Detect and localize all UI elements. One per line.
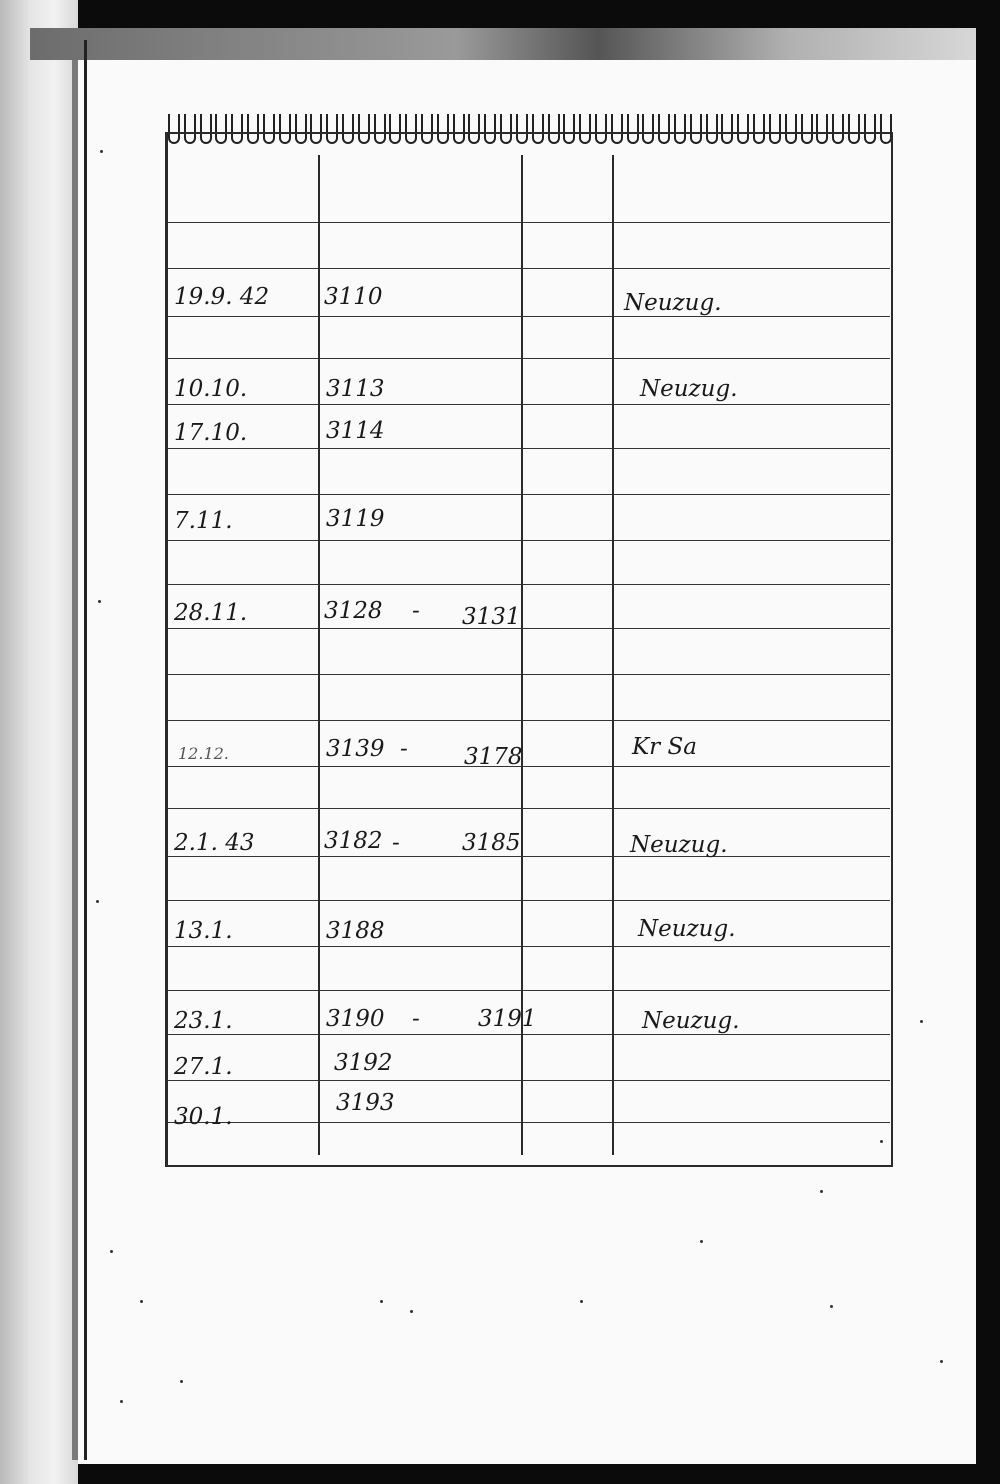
speck xyxy=(380,1300,383,1303)
entry-date: 23.1. xyxy=(174,1008,233,1034)
column-divider-date xyxy=(318,155,320,1155)
ruled-line xyxy=(168,1034,890,1035)
entry-number: 3193 xyxy=(336,1090,395,1116)
ruled-line xyxy=(168,494,890,495)
speck xyxy=(580,1300,583,1303)
entry-number: 3190 xyxy=(326,1006,385,1032)
speck xyxy=(100,150,103,153)
entry-dash: - xyxy=(412,1006,420,1032)
ruled-line xyxy=(168,946,890,947)
ruled-line xyxy=(168,900,890,901)
ruled-line xyxy=(168,990,890,991)
entry-number: 3113 xyxy=(326,376,385,402)
ruled-line xyxy=(168,1080,890,1081)
entry-note: Neuzug. xyxy=(624,290,722,316)
speck xyxy=(96,900,99,903)
speck xyxy=(830,1305,833,1308)
entry-date: 17.10. xyxy=(174,420,248,446)
entry-date: 2.1. 43 xyxy=(174,830,255,856)
entry-date: 30.1. xyxy=(174,1104,233,1130)
ruled-line xyxy=(168,222,890,223)
entry-number-to: 3185 xyxy=(462,830,521,856)
scan-shadow xyxy=(30,28,976,60)
entry-number: 3192 xyxy=(334,1050,393,1076)
page-gutter xyxy=(84,40,87,1460)
speck xyxy=(140,1300,143,1303)
entry-note: Neuzug. xyxy=(638,916,736,942)
column-divider-range xyxy=(521,155,523,1155)
ruled-line xyxy=(168,720,890,721)
ruled-line xyxy=(168,358,890,359)
speck xyxy=(180,1380,183,1383)
entry-dash: - xyxy=(392,830,400,856)
column-divider-note xyxy=(612,155,614,1155)
entry-note: Neuzug. xyxy=(630,832,728,858)
entry-number-to: 3191 xyxy=(478,1006,537,1032)
ruled-line xyxy=(168,1122,890,1123)
ruled-line xyxy=(168,584,890,585)
entry-number: 3188 xyxy=(326,918,385,944)
ruled-line xyxy=(168,766,890,767)
speck xyxy=(120,1400,123,1403)
ruled-line xyxy=(168,540,890,541)
entry-number: 3139 xyxy=(326,736,385,762)
speck xyxy=(700,1240,703,1243)
entry-date: 10.10. xyxy=(174,376,248,402)
speck xyxy=(98,600,101,603)
speck xyxy=(920,1020,923,1023)
entry-date: 27.1. xyxy=(174,1054,233,1080)
ruled-line xyxy=(168,316,890,317)
speck xyxy=(940,1360,943,1363)
ruled-line xyxy=(168,404,890,405)
entry-date: 13.1. xyxy=(174,918,233,944)
speck xyxy=(820,1190,823,1193)
ruled-line xyxy=(168,674,890,675)
speck xyxy=(880,1140,883,1143)
entry-date: 7.11. xyxy=(174,508,233,534)
entry-number: 3128 xyxy=(324,598,383,624)
entry-number: 3119 xyxy=(326,506,385,532)
entry-number-to: 3178 xyxy=(464,744,523,770)
speck xyxy=(110,1250,113,1253)
entry-number: 3110 xyxy=(324,284,383,310)
entry-number-to: 3131 xyxy=(462,604,521,630)
ruled-line xyxy=(168,268,890,269)
facing-page-edge xyxy=(0,0,78,1484)
entry-number: 3114 xyxy=(326,418,385,444)
ruled-line xyxy=(168,856,890,857)
entry-date: 28.11. xyxy=(174,600,248,626)
ruled-line xyxy=(168,628,890,629)
entry-dash: - xyxy=(400,736,408,762)
entry-number: 3182 xyxy=(324,828,383,854)
ruled-line xyxy=(168,448,890,449)
speck xyxy=(410,1310,413,1313)
entry-note: Neuzug. xyxy=(640,376,738,402)
ruled-line xyxy=(168,808,890,809)
entry-date: 19.9. 42 xyxy=(174,284,270,310)
entry-note: Neuzug. xyxy=(642,1008,740,1034)
entry-note: Kr Sa xyxy=(632,734,697,760)
entry-dash: - xyxy=(412,598,420,624)
entry-date: 12.12. xyxy=(178,744,229,763)
